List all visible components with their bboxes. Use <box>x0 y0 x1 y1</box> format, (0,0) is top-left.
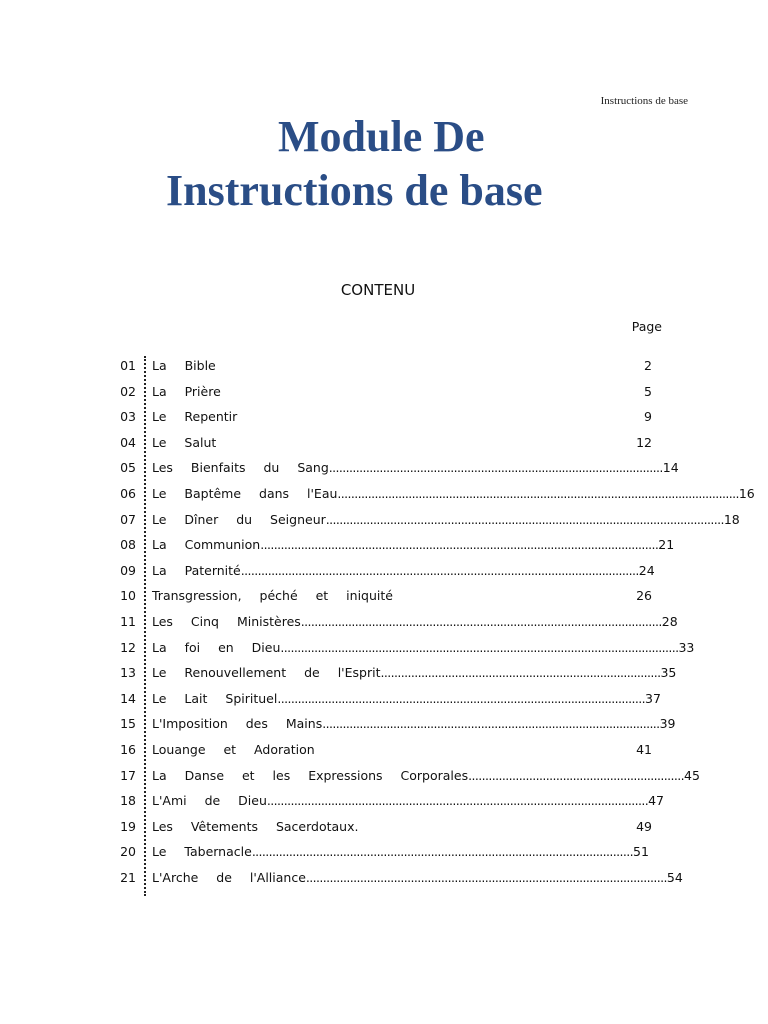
toc-title: Le Salut <box>152 434 217 450</box>
title-line-1: Module De <box>278 112 485 161</box>
toc-number: 07 <box>120 511 136 527</box>
toc-title: Le Lait Spirituel <box>152 690 278 706</box>
toc-page: 12 <box>636 434 652 450</box>
toc-leader: ................................................................ <box>468 767 685 783</box>
toc-page: 41 <box>636 741 652 757</box>
page-column-label: Page <box>631 319 662 334</box>
toc-title: Le Renouvellement de l'Esprit <box>152 665 381 681</box>
toc-leader: ...................................................................................................................... <box>260 537 659 553</box>
toc-leader: .................................................................................................... <box>322 716 660 732</box>
toc-entry <box>152 534 674 556</box>
toc-row <box>0 867 768 893</box>
toc-row <box>0 662 768 688</box>
toc-page: 16 <box>738 485 755 501</box>
toc-page: 47 <box>648 793 664 809</box>
toc-leader: ............................................................................................................. <box>277 690 646 706</box>
toc-entry <box>152 585 393 607</box>
toc-row <box>0 816 768 842</box>
toc-row <box>0 381 768 407</box>
toc-entry <box>152 509 740 531</box>
toc-number: 15 <box>120 716 136 732</box>
running-header: Instructions de base <box>600 95 688 107</box>
toc-leader: ................................................................................................... <box>328 460 663 476</box>
toc-leader: ................................................................................................................. <box>266 793 649 809</box>
toc-title: Le Repentir <box>152 409 238 425</box>
toc-number: 19 <box>120 818 136 834</box>
toc-title: Transgression, péché et iniquité <box>152 588 393 604</box>
table-of-contents <box>0 355 768 892</box>
toc-page: 28 <box>661 613 678 629</box>
toc-title: Le Tabernacle <box>152 844 252 860</box>
toc-row <box>0 713 768 739</box>
toc-number: 21 <box>120 869 136 885</box>
toc-number: 05 <box>120 460 136 476</box>
toc-row <box>0 637 768 663</box>
toc-title: Les Bienfaits du Sang <box>152 460 329 476</box>
toc-row <box>0 841 768 867</box>
toc-entry <box>152 611 678 633</box>
toc-entry <box>152 432 216 454</box>
toc-number: 12 <box>120 639 136 655</box>
toc-title: Le Dîner du Seigneur <box>152 511 326 527</box>
toc-leader: ................................................................................................................. <box>251 844 634 860</box>
toc-row <box>0 790 768 816</box>
toc-title: La Bible <box>152 358 216 373</box>
toc-page: 24 <box>638 562 655 578</box>
toc-leader: ...................................................................................................................... <box>325 511 724 527</box>
toc-row <box>0 585 768 611</box>
toc-entry <box>152 560 655 582</box>
toc-entry <box>152 381 221 403</box>
toc-number: 10 <box>120 588 136 604</box>
toc-title: L'Imposition des Mains <box>152 716 323 732</box>
toc-entry <box>152 713 675 735</box>
toc-title: L'Arche de l'Alliance <box>152 869 306 885</box>
toc-page: 37 <box>645 690 661 706</box>
toc-entry <box>152 867 683 889</box>
toc-page: 21 <box>658 537 675 553</box>
toc-page: 35 <box>660 665 677 681</box>
toc-title: La foi en Dieu <box>152 639 281 655</box>
toc-number: 09 <box>120 562 136 578</box>
toc-number: 04 <box>120 434 136 450</box>
toc-number: 20 <box>120 844 136 860</box>
toc-number: 03 <box>120 409 136 425</box>
toc-entry <box>152 765 700 787</box>
toc-entry <box>152 355 216 377</box>
toc-page: 45 <box>684 767 700 783</box>
toc-number: 18 <box>120 793 136 809</box>
toc-leader: ...................................................................................................................... <box>240 562 639 578</box>
toc-number: 11 <box>120 613 136 629</box>
toc-title: Les Vêtements Sacerdotaux. <box>152 818 359 834</box>
toc-page: 54 <box>666 869 683 885</box>
toc-number: 06 <box>120 485 136 501</box>
toc-entry <box>152 688 661 710</box>
toc-title: La Communion <box>152 537 261 553</box>
contents-heading: CONTENU <box>340 281 416 299</box>
toc-entry <box>152 662 676 684</box>
toc-leader: ....................................................................................................................... <box>337 485 739 501</box>
toc-row <box>0 739 768 765</box>
toc-row <box>0 688 768 714</box>
toc-number: 01 <box>120 358 136 373</box>
toc-page: 14 <box>662 460 679 476</box>
toc-page: 5 <box>644 383 652 399</box>
toc-row <box>0 406 768 432</box>
toc-entry <box>152 637 694 659</box>
toc-title: La Paternité <box>152 562 241 578</box>
toc-number: 08 <box>120 537 136 553</box>
toc-page: 49 <box>636 818 652 834</box>
toc-number: 17 <box>120 767 136 783</box>
toc-row <box>0 483 768 509</box>
toc-number: 16 <box>120 741 136 757</box>
toc-leader: ........................................................................................................... <box>305 869 667 885</box>
toc-row <box>0 611 768 637</box>
toc-title: La Danse et les Expressions Corporales <box>152 767 469 783</box>
toc-row <box>0 355 768 381</box>
toc-row <box>0 509 768 535</box>
toc-title: La Prière <box>152 383 221 399</box>
toc-entry <box>152 790 664 812</box>
toc-title: L'Ami de Dieu <box>152 793 267 809</box>
toc-page: 26 <box>636 588 652 604</box>
toc-page: 18 <box>723 511 740 527</box>
toc-row <box>0 560 768 586</box>
toc-number: 02 <box>120 383 136 399</box>
toc-entry <box>152 457 679 479</box>
toc-title: Les Cinq Ministères <box>152 613 301 629</box>
toc-row <box>0 534 768 560</box>
toc-page: 9 <box>644 409 652 425</box>
toc-number: 13 <box>120 665 136 681</box>
toc-leader: ................................................................................... <box>380 665 661 681</box>
toc-title: Le Baptême dans l'Eau <box>152 485 338 501</box>
toc-row <box>0 765 768 791</box>
toc-page: 33 <box>678 639 695 655</box>
document-title <box>166 110 606 218</box>
toc-leader: ........................................................................................................... <box>300 613 662 629</box>
toc-page: 51 <box>633 844 649 860</box>
toc-entry <box>152 739 315 761</box>
toc-entry <box>152 841 649 863</box>
toc-row <box>0 432 768 458</box>
title-line-2: Instructions de base <box>166 166 543 215</box>
toc-number: 14 <box>120 690 136 706</box>
toc-title: Louange et Adoration <box>152 741 315 757</box>
toc-entry <box>152 483 755 505</box>
toc-entry <box>152 816 358 838</box>
toc-page: 2 <box>644 358 652 373</box>
toc-row <box>0 457 768 483</box>
toc-entry <box>152 406 237 428</box>
toc-leader: ...................................................................................................................... <box>280 639 679 655</box>
toc-page: 39 <box>659 716 676 732</box>
